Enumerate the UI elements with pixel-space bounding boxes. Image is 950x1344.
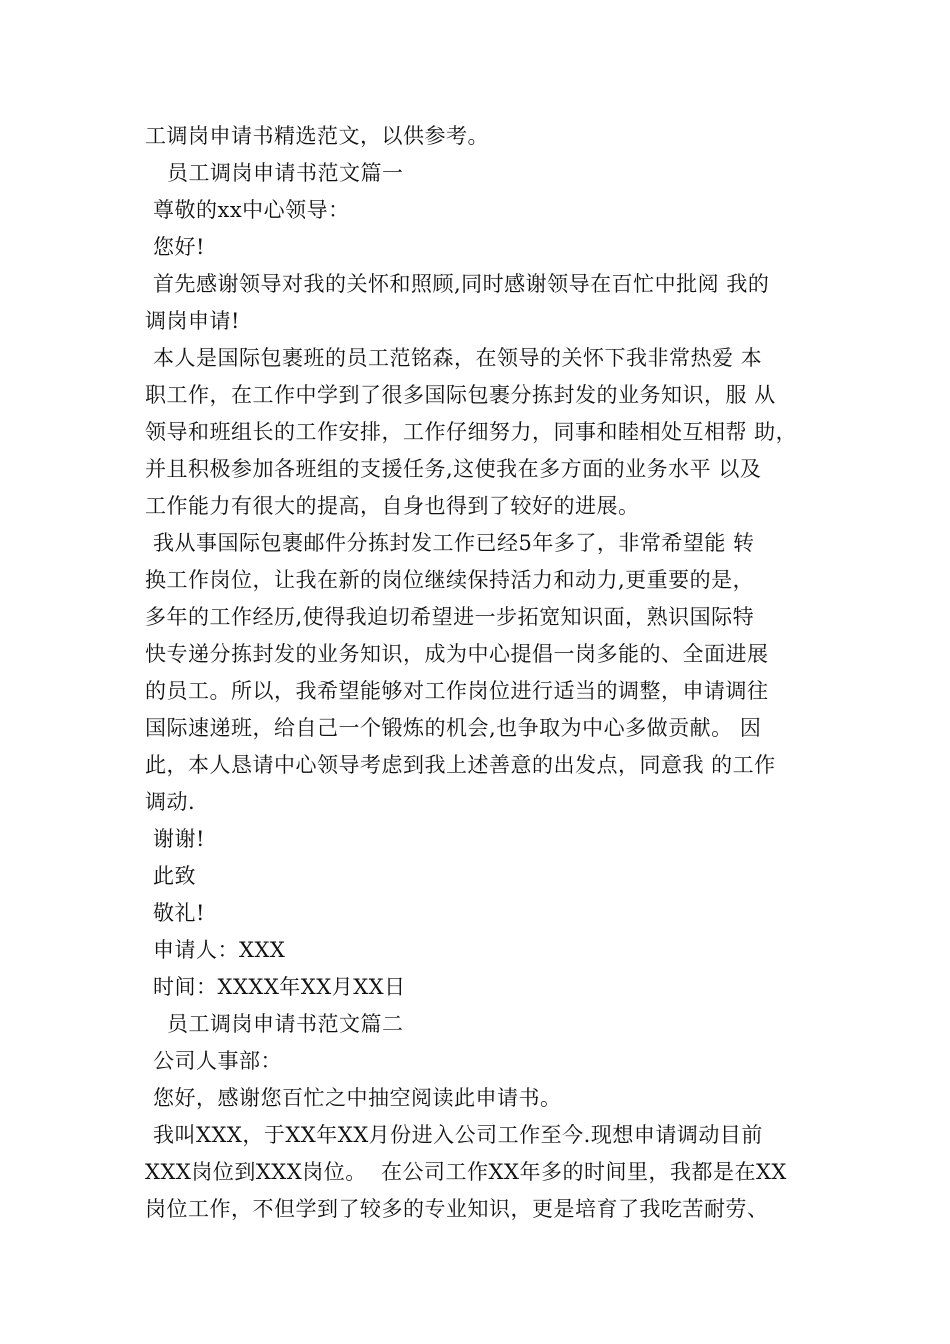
applicant-line: 申请人：XXX (153, 938, 286, 962)
text-line: 调岗申请! (145, 309, 240, 333)
text-line: 换工作岗位，让我在新的岗位继续保持活力和动力,更重要的是， (145, 568, 755, 592)
text-line: 多年的工作经历,使得我迫切希望进一步拓宽知识面，熟识国际特 (145, 605, 755, 629)
salutation: 尊敬的xx中心领导： (153, 198, 350, 222)
text-line: 我从事国际包裹邮件分拣封发工作已经5年多了，非常希望能 转 (153, 531, 755, 555)
text-line: 岗位工作，不但学到了较多的专业知识，更是培育了我吃苦耐劳、 (145, 1197, 769, 1221)
closing-cizhi: 此致 (153, 864, 196, 888)
salutation: 公司人事部： (153, 1049, 282, 1073)
text-line: 职工作，在工作中学到了很多国际包裹分拣封发的业务知识，服 从 (145, 383, 776, 407)
document-body (145, 118, 825, 1228)
text-line: 工调岗申请书精选范文，以供参考。 (145, 124, 489, 148)
text-line: 并且积极参加各班组的支援任务,这使我在多方面的业务水平 以及 (145, 457, 762, 481)
text-line: 国际速递班，给自己一个锻炼的机会,也争取为中心多做贡献。 因 (145, 716, 762, 740)
text-line: 首先感谢领导对我的关怀和照顾,同时感谢领导在百忙中批阅 我的 (153, 272, 770, 296)
section-heading-1: 员工调岗申请书范文篇一 (167, 161, 404, 185)
greeting: 您好! (153, 235, 205, 259)
closing-jingli: 敬礼! (153, 901, 205, 925)
text-line: 本人是国际包裹班的员工范铭森，在领导的关怀下我非常热爱 本 (153, 346, 763, 370)
greeting: 您好，感谢您百忙之中抽空阅读此申请书。 (153, 1086, 562, 1110)
text-line: 我叫XXX，于XX年XX月份进入公司工作至今.现想申请调动目前 (153, 1123, 763, 1147)
text-line: 此，本人恳请中心领导考虑到我上述善意的出发点，同意我 的工作 (145, 753, 776, 777)
text-line: XXX岗位到XXX岗位。 在公司工作XX年多的时间里，我都是在XX (145, 1160, 787, 1184)
date-line: 时间：XXXX年XX月XX日 (153, 975, 406, 999)
text-line: 的员工。所以，我希望能够对工作岗位进行适当的调整，申请调往 (145, 679, 769, 703)
text-line: 快专递分拣封发的业务知识，成为中心提倡一岗多能的、全面进展 (145, 642, 769, 666)
closing-thanks: 谢谢! (153, 827, 205, 851)
text-line: 领导和班组长的工作安排，工作仔细努力，同事和睦相处互相帮 助， (145, 420, 798, 444)
section-heading-2: 员工调岗申请书范文篇二 (167, 1012, 404, 1036)
text-line: 调动. (145, 790, 196, 814)
text-line: 工作能力有很大的提高，自身也得到了较好的进展。 (145, 494, 640, 518)
